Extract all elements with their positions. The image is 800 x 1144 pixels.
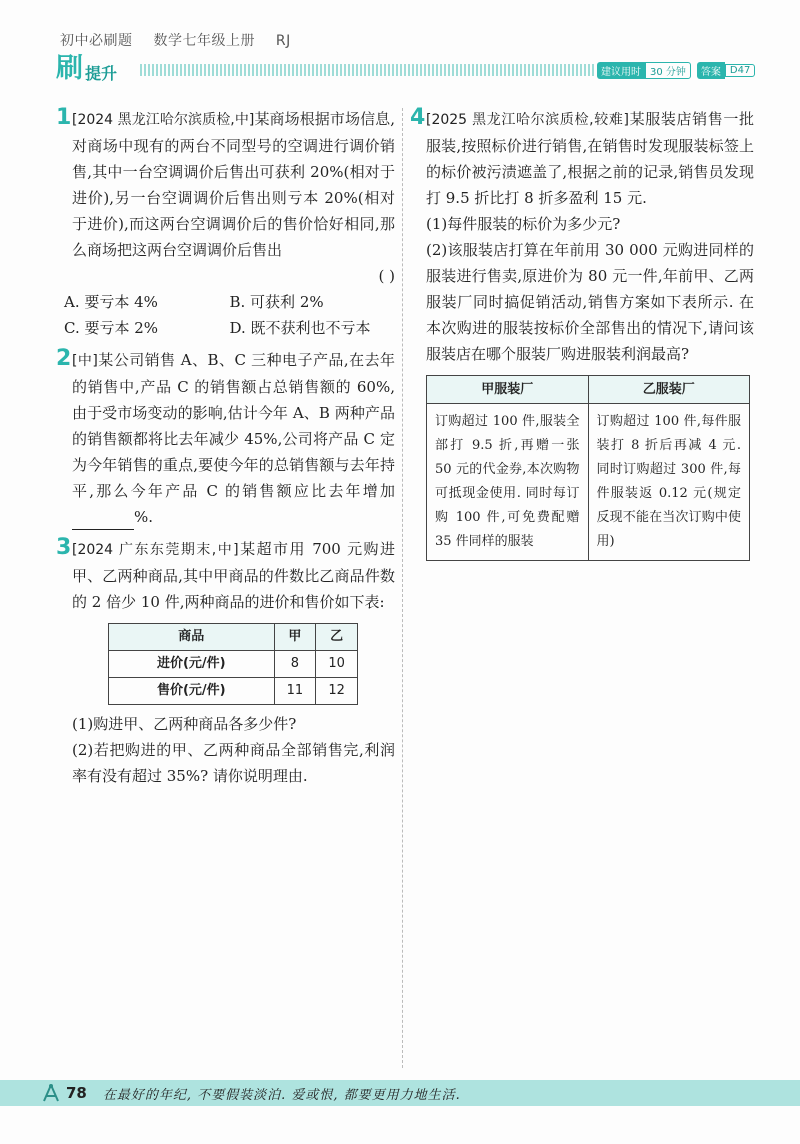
answer-value: D47 xyxy=(725,64,755,77)
question-text: 某超市用 700 元购进甲、乙两种商品,其中甲商品的件数比乙商品件数的 2 倍少 10 件,两种商品的进价和售价如下表: xyxy=(72,540,395,611)
table-row xyxy=(427,404,750,561)
compass-logo-icon xyxy=(40,1083,62,1103)
table-cell: 8 xyxy=(274,651,316,678)
question-text: 某服装店销售一批服装,按照标价进行销售,在销售时发现服装标签上的标价被污渍遮盖了,根据之前的记录,销售员发现打 9.5 折比打 8 折多盈利 15 元. xyxy=(426,110,754,207)
column-divider xyxy=(402,108,403,1068)
question-tag: [2024 广东东莞期末,中] xyxy=(72,542,239,558)
question-tag: [2025 黑龙江哈尔滨质检,较难] xyxy=(426,112,629,128)
question-tag: [中] xyxy=(72,353,98,369)
question-stem xyxy=(426,106,754,211)
table-cell: 12 xyxy=(316,678,358,705)
question-text: 某商场根据市场信息,对商场中现有的两台不同型号的空调进行调价销售,其中一台空调调价后售出可获利 20%(相对于进价),另一台空调调价后售出则亏本 20%(相对于进价),而这两台空调调价后的售价恰好相同,那么商场把这两台空调调价后售出 xyxy=(72,110,396,259)
sub-question-1: (1)每件服装的标价为多少元? xyxy=(426,215,621,233)
section-brand xyxy=(56,54,117,84)
answer-bracket-line xyxy=(72,263,395,289)
running-header xyxy=(60,30,307,50)
table-header: 甲 xyxy=(274,624,316,651)
question-2 xyxy=(56,346,395,530)
question-number: 1 xyxy=(56,105,72,130)
table-cell: 订购超过 100 件,服装全部打 9.5 折,再赠一张 50 元的代金券,本次购物可抵现金使用. 同时每订购 100 件,可免费配赠 35 件同样的服装 xyxy=(427,404,589,561)
sub-question-1: (1)购进甲、乙两种商品各多少件? xyxy=(72,715,297,733)
question-number: 4 xyxy=(410,105,426,130)
question-1 xyxy=(56,105,396,341)
table-header-row xyxy=(427,376,750,404)
page-footer xyxy=(0,1080,800,1106)
choice-a: A. 要亏本 4% xyxy=(64,293,158,311)
choice-d: D. 既不获利也不亏本 xyxy=(229,319,371,337)
table-header: 商品 xyxy=(109,624,275,651)
footer-motto: 在最好的年纪, 不要假装淡泊. 爱或恨, 都要更用力地生活. xyxy=(102,1087,461,1103)
factory-table xyxy=(426,375,750,561)
question-number: 3 xyxy=(56,535,72,560)
time-value: 30 分钟 xyxy=(645,62,691,79)
table-cell: 订购超过 100 件,每件服装打 8 折后再减 4 元. 同时订购超过 300 件,每件服装返 0.12 元(规定反现不能在当次订购中使用) xyxy=(588,404,750,561)
choice-list xyxy=(64,289,395,341)
question-number: 2 xyxy=(56,346,72,371)
decorative-stripe xyxy=(140,64,595,76)
question-stem xyxy=(72,536,395,615)
choice-c: C. 要亏本 2% xyxy=(64,319,159,337)
brand-main: 刷 xyxy=(56,53,83,84)
time-label: 建议用时 xyxy=(597,62,645,79)
table-row xyxy=(109,678,358,705)
page-number: 78 xyxy=(66,1084,87,1102)
table-cell: 售价(元/件) xyxy=(109,678,275,705)
question-text: 某公司销售 A、B、C 三种电子产品,在去年的销售中,产品 C 的销售额占总销售额的 60%,由于受市场变动的影响,估计今年 A、B 两种产品的销售额都将比去年减少 45%,公司将产品 C 定为今年销售的重点,要使今年的总销售额与去年持平,那么今年产品 C 的销售额应比去年增加 xyxy=(72,351,395,500)
brand-sub: 提升 xyxy=(85,63,118,83)
question-4 xyxy=(410,105,754,561)
table-cell: 11 xyxy=(274,678,316,705)
table-header: 乙 xyxy=(316,624,358,651)
left-column xyxy=(56,105,396,795)
sub-question-2: (2)该服装店打算在年前用 30 000 元购进同样的服装进行售卖,原进价为 80 元一件,年前甲、乙两服装厂同时搞促销活动,销售方案如下表所示. 在本次购进的服装按标价全部售出的情况下,请问该服装店在哪个服装厂购进服装利润最高? xyxy=(426,241,754,363)
sub-question-2: (2)若把购进的甲、乙两种商品全部销售完,利润率有没有超过 35%? 请你说明理由. xyxy=(72,741,395,785)
answer-bracket: ( ) xyxy=(378,267,395,285)
question-3 xyxy=(56,535,395,789)
answer-label: 答案 xyxy=(697,62,725,79)
question-stem xyxy=(72,106,395,263)
fill-blank[interactable] xyxy=(72,512,134,530)
table-header-row xyxy=(109,624,358,651)
edition: RJ xyxy=(275,33,291,49)
time-answer-badges xyxy=(597,62,761,79)
price-table xyxy=(108,623,358,705)
question-tag: [2024 黑龙江哈尔滨质检,中] xyxy=(72,112,255,128)
book-title: 初中必刷题 xyxy=(60,33,133,49)
subject: 数学七年级上册 xyxy=(153,33,255,49)
right-column xyxy=(410,105,754,567)
table-header: 乙服装厂 xyxy=(588,376,750,404)
question-stem xyxy=(72,347,395,530)
table-cell: 进价(元/件) xyxy=(109,651,275,678)
table-row xyxy=(109,651,358,678)
choice-b: B. 可获利 2% xyxy=(229,293,324,311)
blank-suffix: %. xyxy=(134,508,154,526)
table-header: 甲服装厂 xyxy=(427,376,589,404)
table-cell: 10 xyxy=(316,651,358,678)
